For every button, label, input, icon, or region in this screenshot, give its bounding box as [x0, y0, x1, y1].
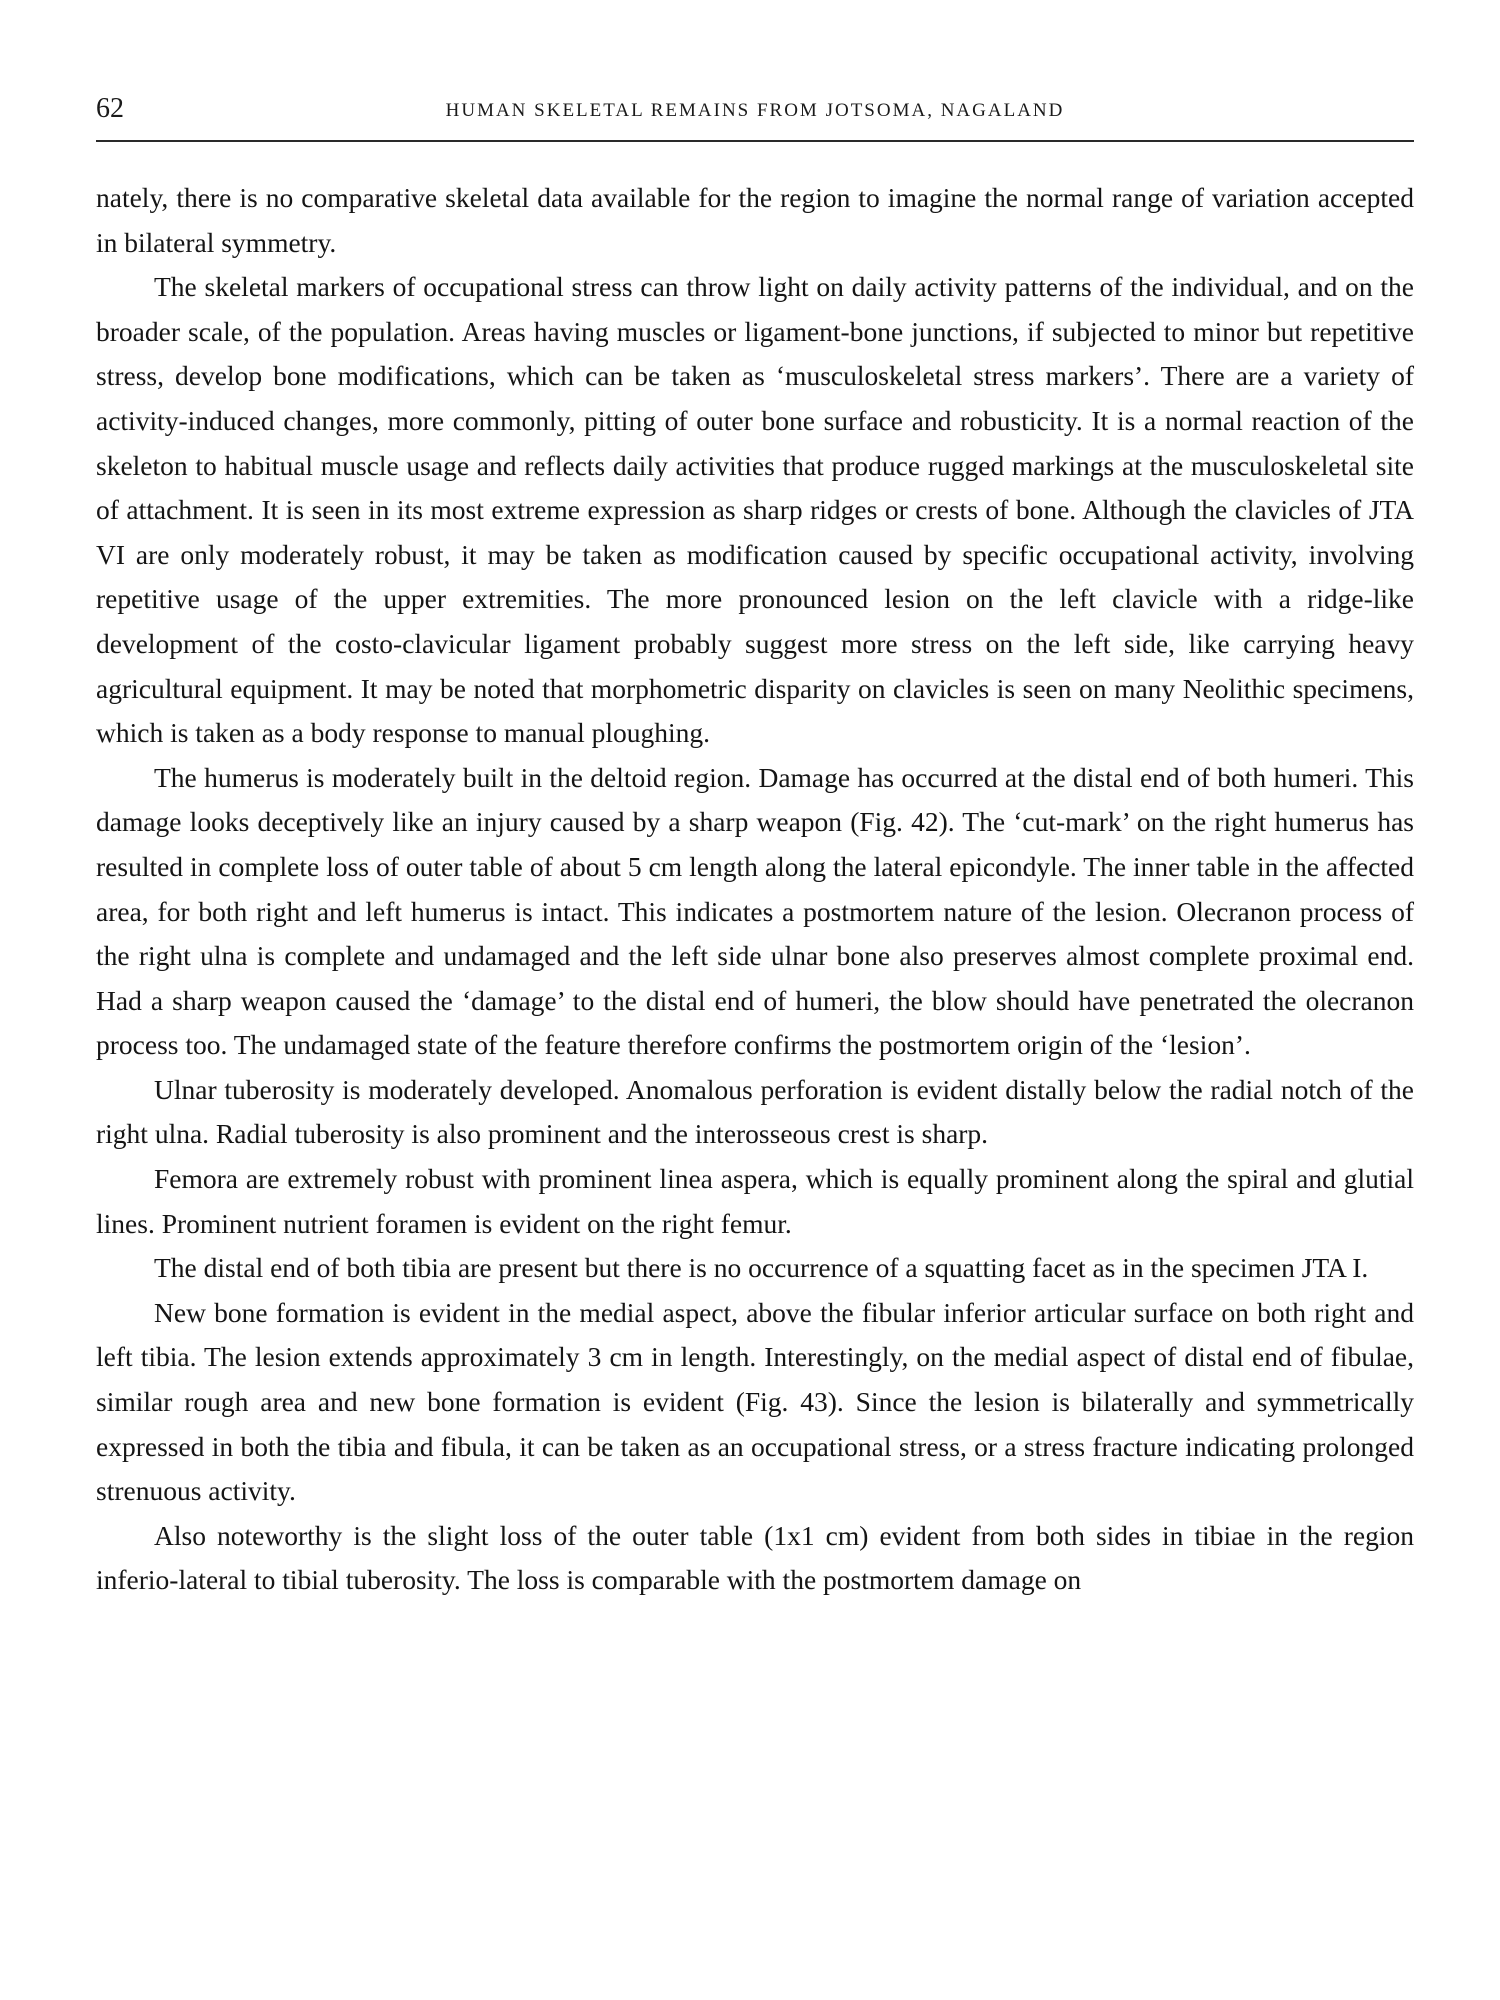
paragraph-continues: Also noteworthy is the slight loss of the outer table (1x1 cm) evident from both sides in tibiae in the region inferio-lateral to tibial tuberosity. The loss is comparable with the postmortem damage on — [96, 1519, 1414, 1596]
header-rule — [96, 140, 1414, 142]
page-number: 62 — [96, 93, 124, 124]
paragraph-continued: nately, there is no comparative skeletal data available for the region to imagine the normal range of variation accepted in bilateral symmetry. — [96, 182, 1414, 258]
body-text — [96, 176, 1414, 1603]
paragraph: The humerus is moderately built in the deltoid region. Damage has occurred at the distal end of both humeri. This damage looks deceptively like an injury caused by a sharp weapon (Fig. 42). The ‘cut-mark’ on the right humerus has resulted in complete loss of outer table of about 5 cm length along the lateral epicondyle. The inner table in the affected area, for both right and left humerus is intact. This indicates a postmortem nature of the lesion. Olecranon process of the right ulna is complete and undamaged and the left side ulnar bone also preserves almost complete proximal end. Had a sharp weapon caused the ‘damage’ to the distal end of humeri, the blow should have penetrated the olecranon process too. The undamaged state of the feature therefore confirms the postmortem origin of the ‘lesion’. — [96, 761, 1414, 1061]
running-title: HUMAN SKELETAL REMAINS FROM JOTSOMA, NAGALAND — [445, 100, 1065, 121]
paragraph: The distal end of both tibia are present but there is no occurrence of a squatting facet as in the specimen JTA I. — [154, 1252, 1369, 1284]
paragraph: The skeletal markers of occupational stress can throw light on daily activity patterns of the individual, and on the broader scale, of the population. Areas having muscles or ligament-bone junctions, if subjected to minor but repetitive stress, develop bone modifications, which can be taken as ‘musculoskeletal stress markers’. There are a variety of activity-induced changes, more commonly, pitting of outer bone surface and robusticity. It is a normal reaction of the skeleton to habitual muscle usage and reflects daily activities that produce rugged markings at the musculoskeletal site of attachment. It is seen in its most extreme expression as sharp ridges or crests of bone. Although the clavicles of JTA VI are only moderately robust, it may be taken as modification caused by specific occupational activity, involving repetitive usage of the upper extremities. The more pronounced lesion on the left clavicle with a ridge-like development of the costo-clavicular ligament probably suggest more stress on the left side, like carrying heavy agricultural equipment. It may be noted that morphometric disparity on clavicles is seen on many Neolithic specimens, which is taken as a body response to manual ploughing. — [96, 271, 1414, 749]
running-header — [96, 92, 1414, 132]
paragraph: Ulnar tuberosity is moderately developed. Anomalous perforation is evident distally below the radial notch of the right ulna. Radial tuberosity is also prominent and the interosseous crest is sharp. — [96, 1073, 1414, 1150]
paragraph: New bone formation is evident in the medial aspect, above the fibular inferior articular surface on both right and left tibia. The lesion extends approximately 3 cm in length. Interestingly, on the medial aspect of distal end of fibulae, similar rough area and new bone formation is evident (Fig. 43). Since the lesion is bilaterally and symmetrically expressed in both the tibia and fibula, it can be taken as an occupational stress, or a stress fracture indicating prolonged strenuous activity. — [96, 1296, 1414, 1507]
paragraph: Femora are extremely robust with prominent linea aspera, which is equally prominent along the spiral and glutial lines. Prominent nutrient foramen is evident on the right femur. — [96, 1163, 1414, 1239]
